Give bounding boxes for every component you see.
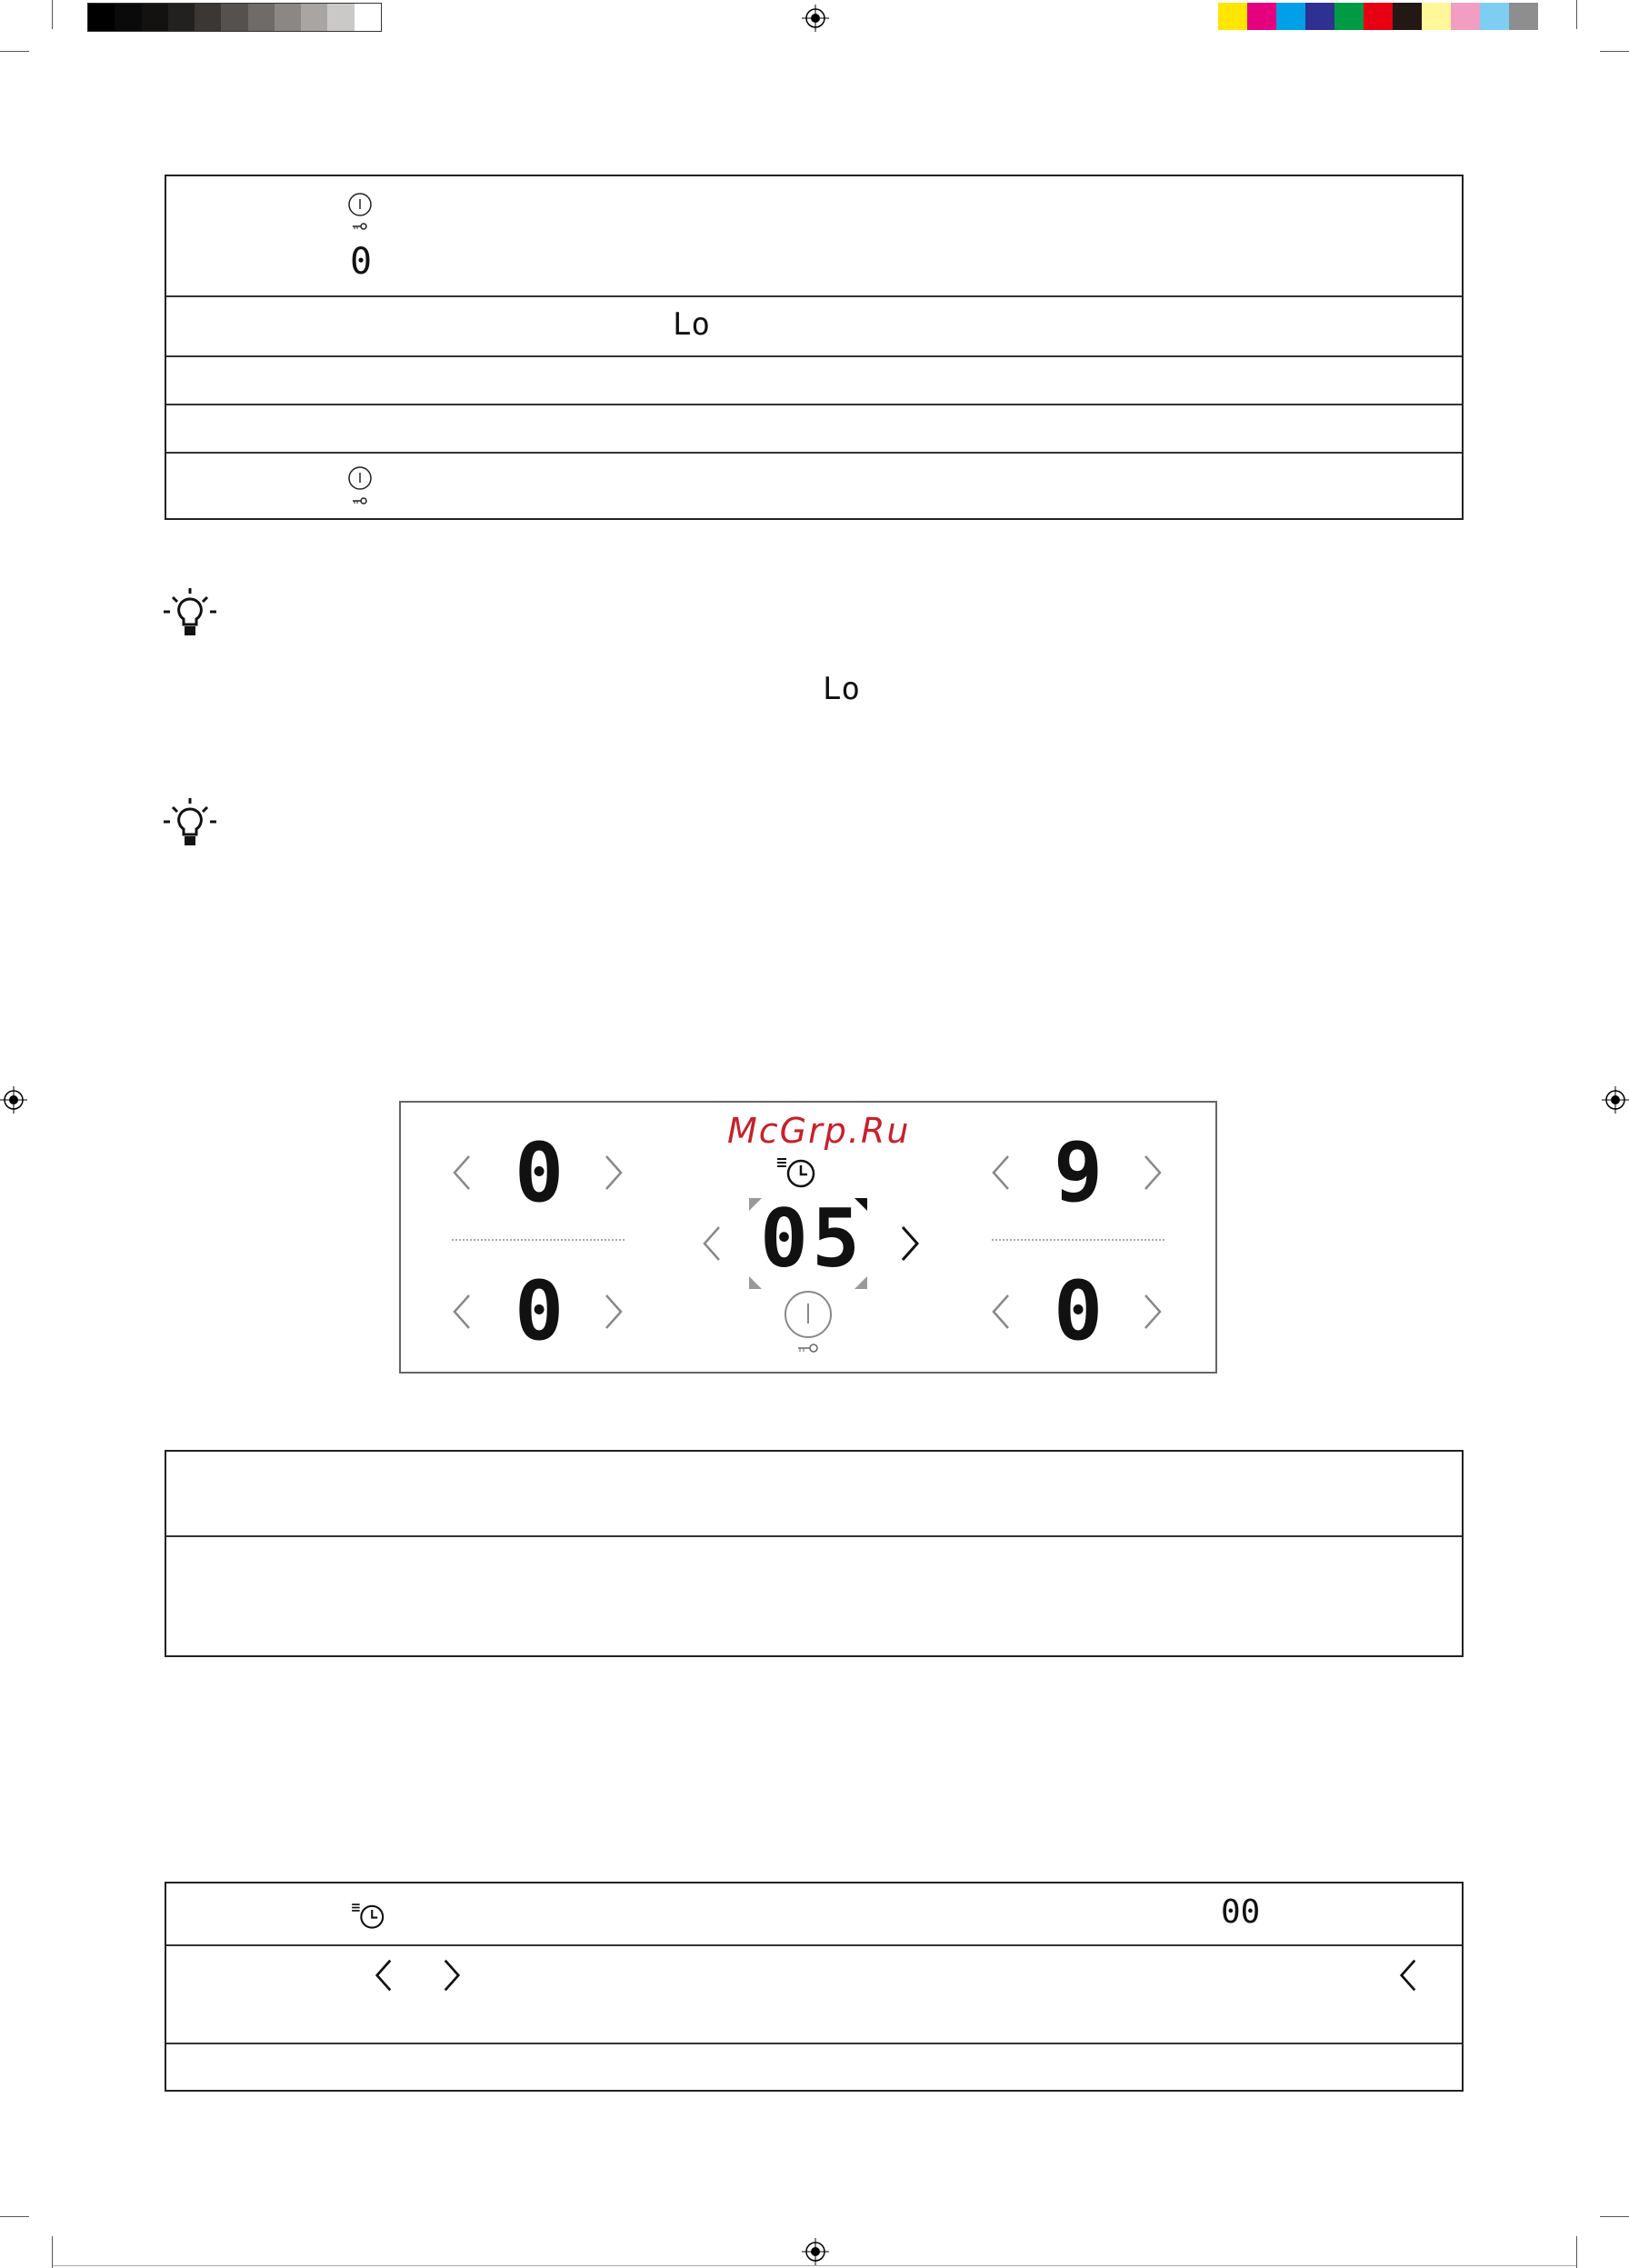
chevron-right-icon[interactable] [1142, 1292, 1164, 1332]
divider-dots [452, 1239, 625, 1241]
color-bar [1218, 3, 1538, 30]
color-swatch [1247, 3, 1276, 30]
registration-mark-left [0, 1086, 27, 1114]
chevron-left-icon[interactable] [990, 1153, 1012, 1193]
key-icon [351, 496, 369, 505]
crop-mark [1576, 2236, 1577, 2268]
table-row [166, 1883, 1462, 1946]
crop-mark [1600, 2216, 1629, 2217]
lightbulb-icon [162, 796, 218, 853]
gray-swatch [221, 4, 247, 31]
zone-rear-left-level: 0 [515, 1264, 565, 1359]
table-row [166, 357, 1462, 405]
chevron-left-icon[interactable] [451, 1292, 473, 1332]
table-row [166, 176, 1462, 297]
timer-display: 00 [1221, 1893, 1261, 1931]
key-icon[interactable] [796, 1343, 820, 1354]
chevron-right-icon[interactable] [1142, 1153, 1164, 1193]
chevron-right-icon [442, 1957, 462, 1993]
crop-mark [0, 51, 29, 52]
color-swatch [1334, 3, 1364, 30]
chevron-left-icon [1398, 1957, 1418, 1993]
zone-front-right-level: 9 [1054, 1125, 1104, 1221]
info-table [165, 1450, 1464, 1657]
table-row [166, 1452, 1462, 1537]
lo-display: Lo [823, 671, 860, 707]
timer-icon [348, 1900, 388, 1931]
gray-swatch [301, 4, 327, 31]
gray-swatch [168, 4, 195, 31]
registration-mark-right [1602, 1086, 1629, 1114]
timer-icon[interactable] [774, 1154, 819, 1190]
crop-mark [0, 2216, 29, 2217]
chevron-right-icon[interactable] [899, 1224, 921, 1264]
chevron-left-icon[interactable] [990, 1292, 1012, 1332]
color-swatch [1451, 3, 1480, 30]
table-row [166, 405, 1462, 454]
table-row [166, 2044, 1462, 2090]
chevron-left-icon [374, 1957, 394, 1993]
chevron-right-icon[interactable] [603, 1292, 625, 1332]
timer-table [165, 1882, 1464, 2092]
lock-function-table [165, 175, 1464, 520]
chevron-right-icon[interactable] [603, 1153, 625, 1193]
power-icon [346, 191, 374, 218]
grayscale-bar [87, 3, 382, 32]
gray-swatch [195, 4, 221, 31]
color-swatch [1218, 3, 1247, 30]
color-swatch [1276, 3, 1305, 30]
key-icon [351, 222, 369, 231]
gray-swatch [115, 4, 141, 31]
crop-mark [52, 0, 53, 29]
table-row [166, 1537, 1462, 1655]
gray-swatch [327, 4, 354, 31]
watermark: McGrp.Ru [727, 1111, 911, 1151]
zone-rear-right-level: 0 [1054, 1264, 1104, 1359]
color-swatch [1305, 3, 1334, 30]
color-swatch [1509, 3, 1538, 30]
gray-swatch [142, 4, 168, 31]
timer-display: 05 [760, 1192, 864, 1285]
color-swatch [1393, 3, 1422, 30]
gray-swatch [88, 4, 115, 31]
trim-line [53, 2265, 1576, 2266]
lightbulb-icon [162, 586, 218, 643]
crop-mark [1600, 51, 1629, 52]
crop-mark [1576, 0, 1577, 29]
registration-mark-top [802, 5, 829, 32]
lo-display: Lo [673, 306, 710, 343]
gray-swatch [355, 4, 381, 31]
table-row [166, 454, 1462, 518]
table-row [166, 297, 1462, 357]
chevron-left-icon[interactable] [451, 1153, 473, 1193]
chevron-left-icon[interactable] [701, 1224, 723, 1264]
zone-front-left-level: 0 [515, 1125, 565, 1221]
color-swatch [1364, 3, 1393, 30]
table-row [166, 1946, 1462, 2044]
display-digit: 0 [350, 241, 373, 283]
color-swatch [1422, 3, 1451, 30]
power-icon[interactable] [783, 1289, 834, 1340]
crop-mark [52, 2236, 53, 2268]
power-icon [346, 465, 374, 492]
gray-swatch [248, 4, 275, 31]
color-swatch [1480, 3, 1509, 30]
registration-mark-bottom [802, 2238, 829, 2265]
divider-dots [992, 1239, 1164, 1241]
gray-swatch [275, 4, 301, 31]
